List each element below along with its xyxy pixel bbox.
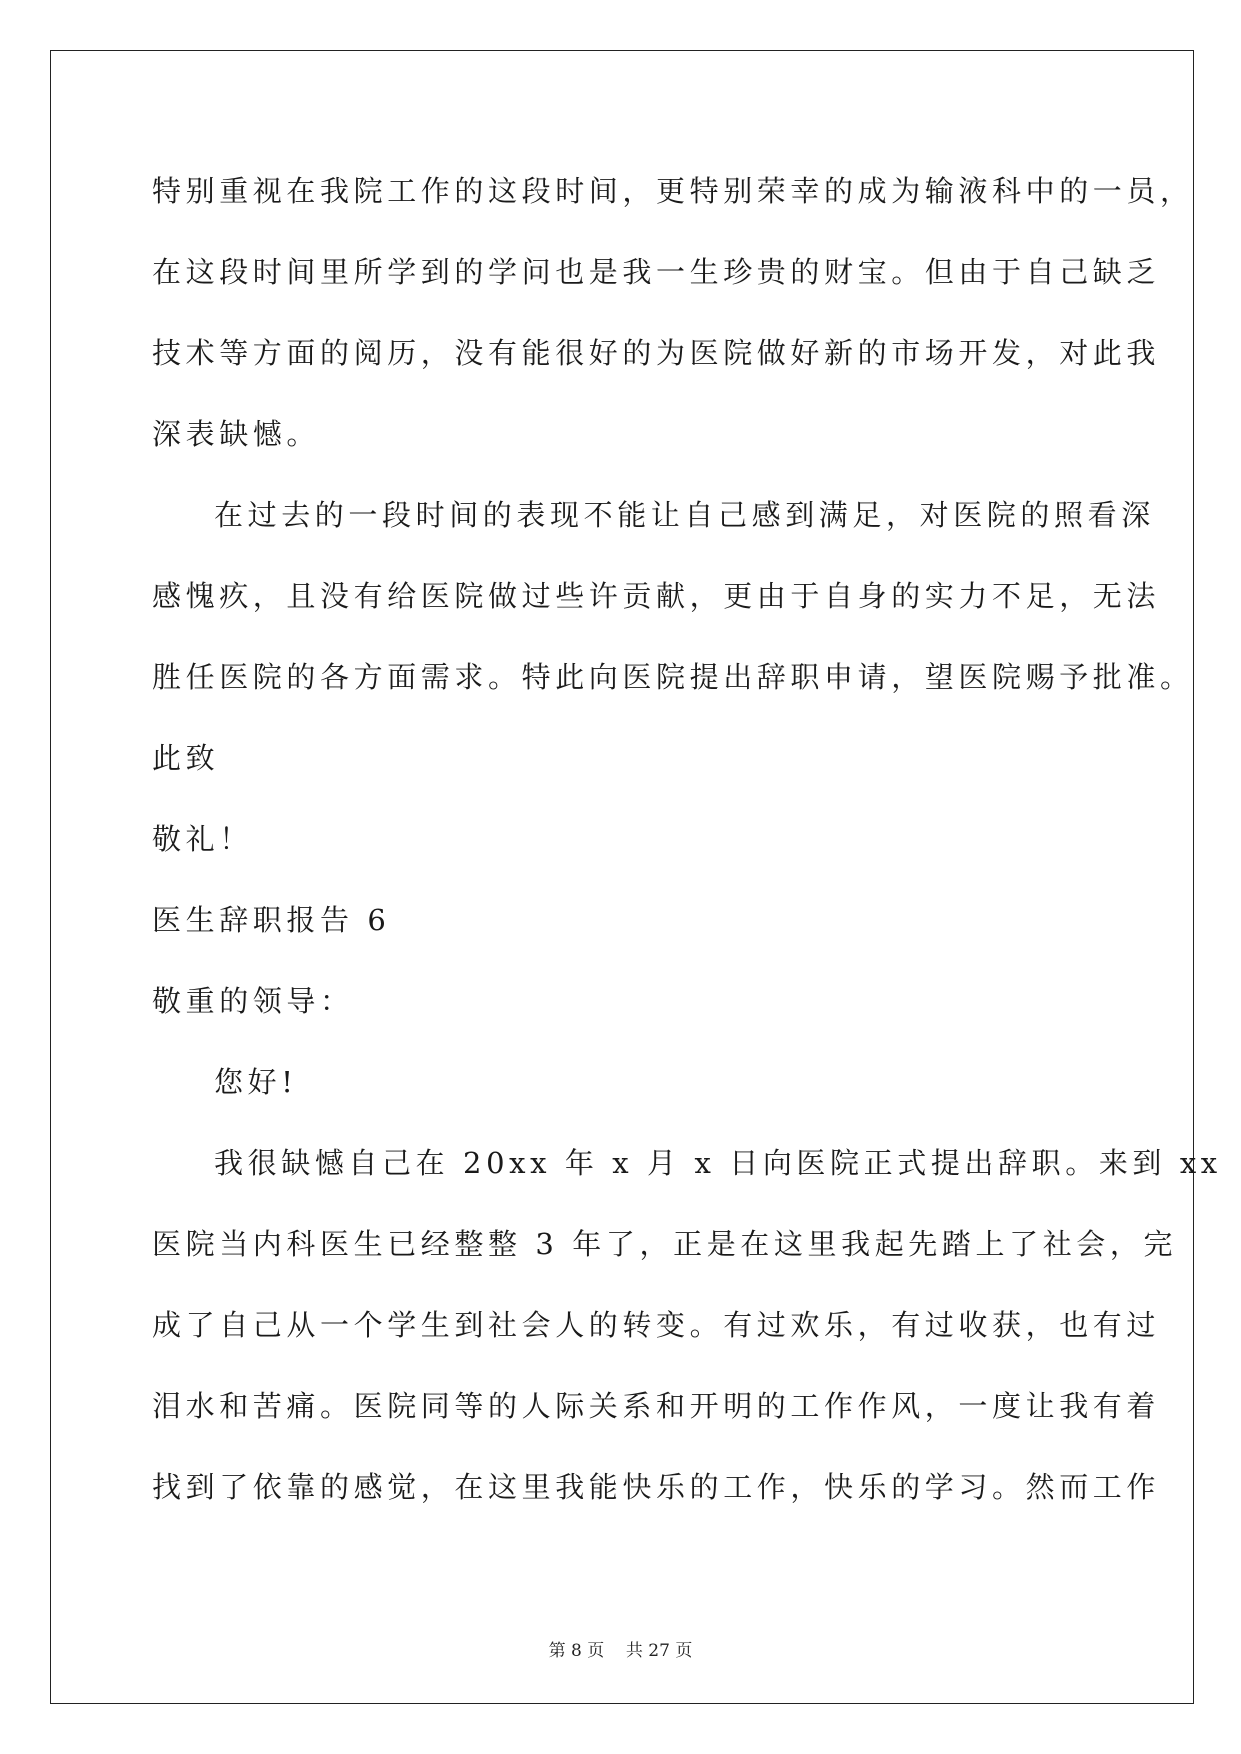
body-text-line: 医院当内科医生已经整整 3 年了，正是在这里我起先踏上了社会，完 <box>152 1227 1178 1261</box>
body-text-line: 感愧疚，且没有给医院做过些许贡献，更由于自身的实力不足，无法 <box>152 579 1161 613</box>
section-heading: 医生辞职报告 6 <box>152 903 391 937</box>
page-indicator: 第 8 页 共 27 页 <box>548 1641 693 1661</box>
body-text-line: 在这段时间里所学到的学问也是我一生珍贵的财宝。但由于自己缺乏 <box>152 255 1161 289</box>
body-text-line: 胜任医院的各方面需求。特此向医院提出辞职申请，望医院赐予批准。 <box>152 660 1194 694</box>
greeting-line: 您好! <box>214 1065 298 1099</box>
closing-line: 此致 <box>152 741 220 775</box>
body-text-line: 特别重视在我院工作的这段时间，更特别荣幸的成为输液科中的一员， <box>152 174 1194 208</box>
body-text-line: 我很缺憾自己在 20xx 年 x 月 x 日向医院正式提出辞职。来到 xx <box>214 1146 1222 1180</box>
body-text-line: 深表缺憾。 <box>152 417 321 451</box>
body-text-line: 在过去的一段时间的表现不能让自己感到满足，对医院的照看深 <box>214 498 1155 532</box>
salutation-line: 敬礼！ <box>152 822 253 856</box>
body-text-line: 泪水和苦痛。医院同等的人际关系和开明的工作作风，一度让我有着 <box>152 1389 1161 1423</box>
body-text-line: 成了自己从一个学生到社会人的转变。有过欢乐，有过收获，也有过 <box>152 1308 1161 1342</box>
body-text-line: 技术等方面的阅历，没有能很好的为医院做好新的市场开发，对此我 <box>152 336 1161 370</box>
greeting-line: 敬重的领导： <box>152 984 354 1018</box>
page-border <box>50 50 1194 1704</box>
body-text-line: 找到了依靠的感觉，在这里我能快乐的工作，快乐的学习。然而工作 <box>152 1470 1161 1504</box>
